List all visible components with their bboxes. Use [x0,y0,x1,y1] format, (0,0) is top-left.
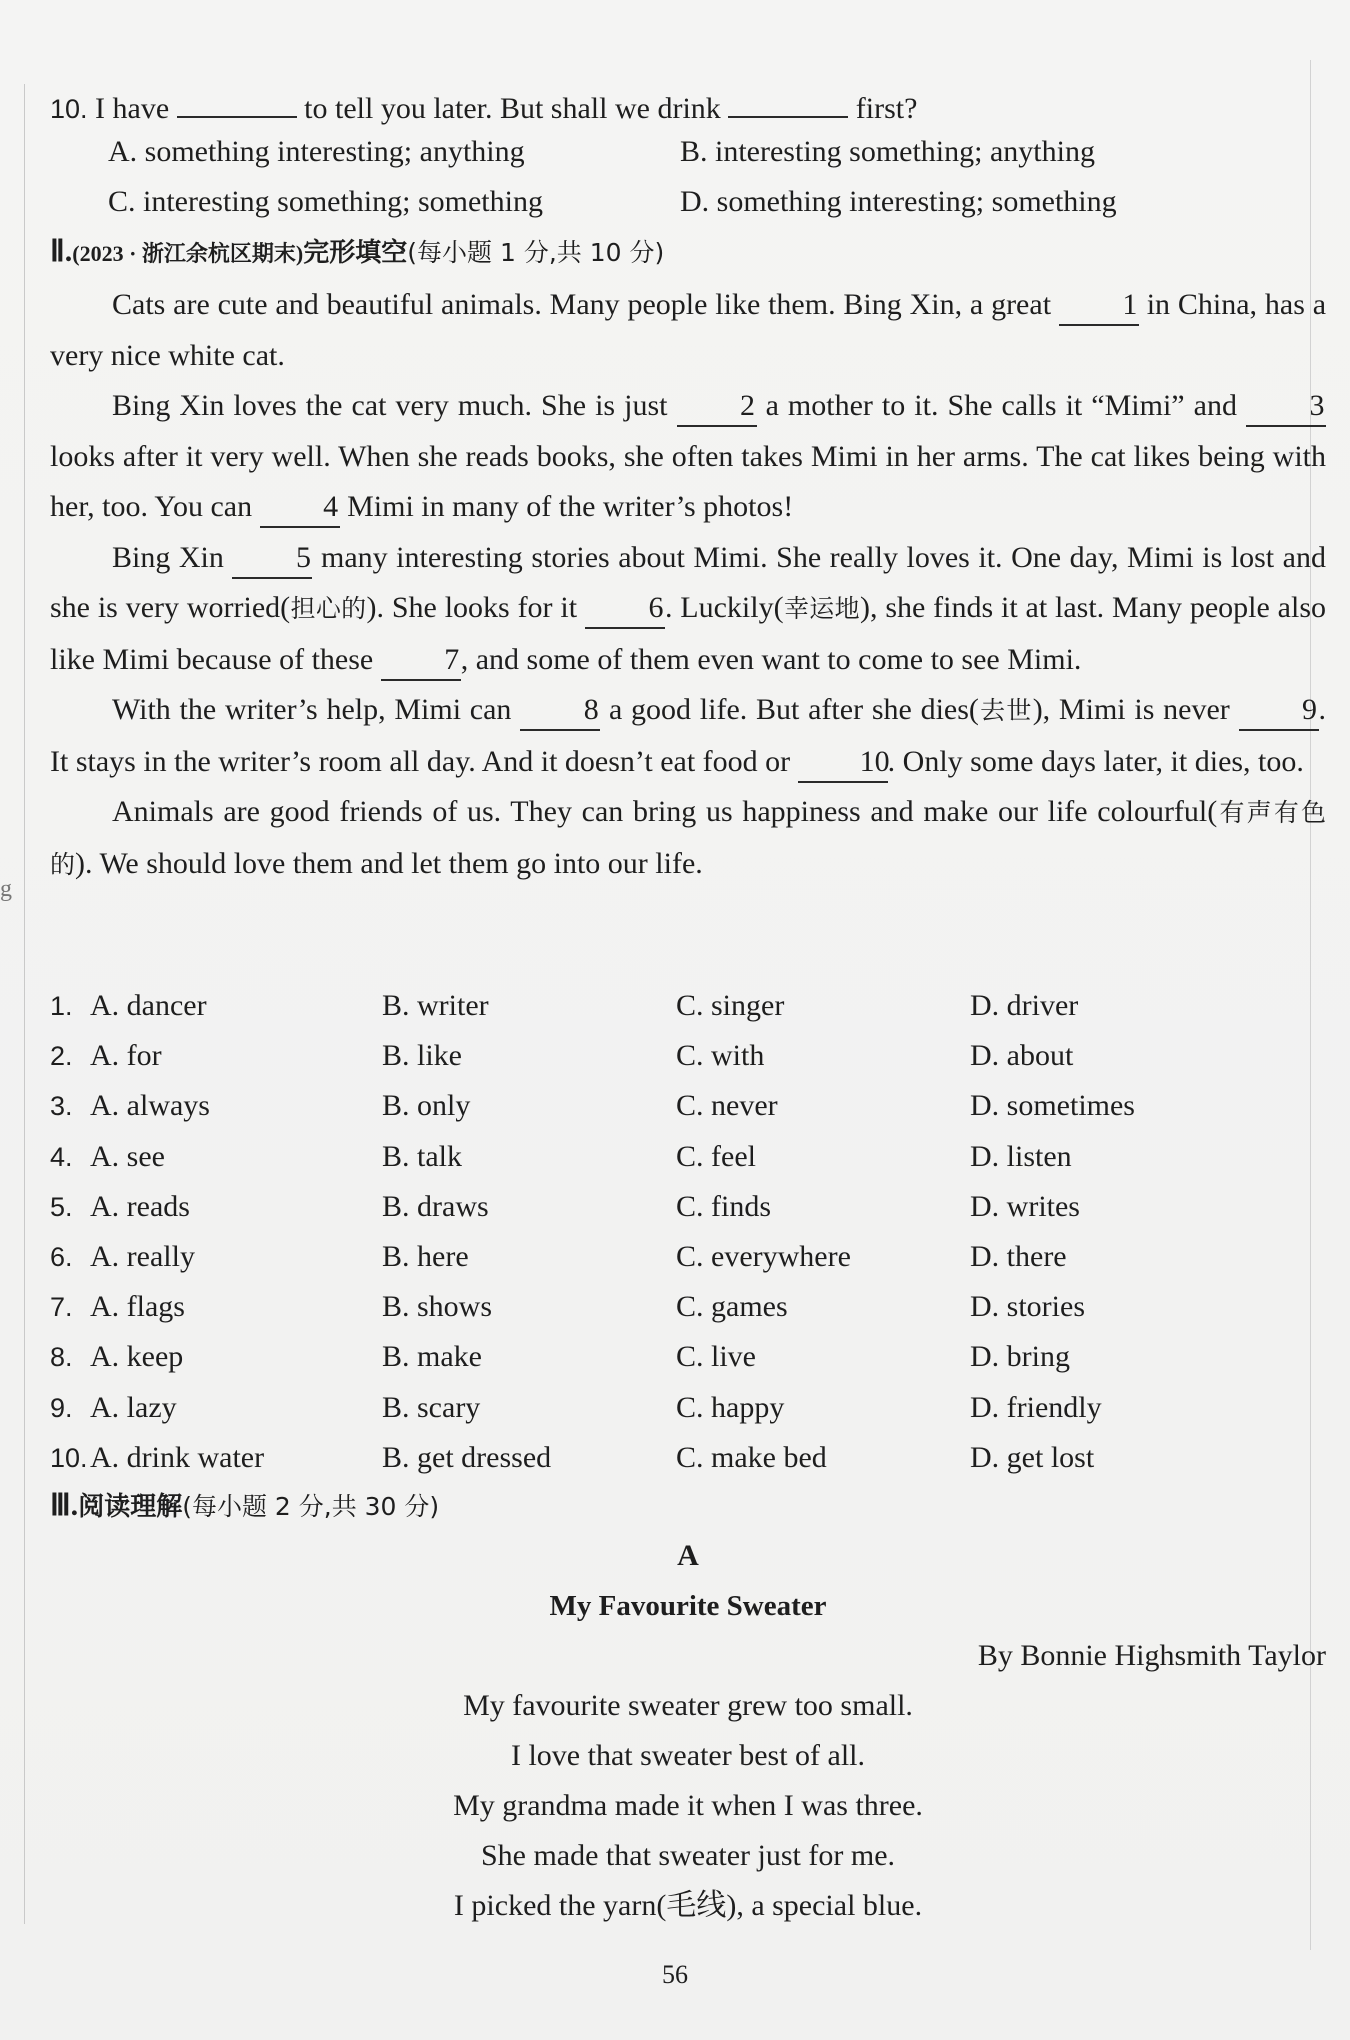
cloze-blank[interactable]: 1 [1059,288,1139,326]
answer-option-a[interactable]: A. drink water [90,1440,265,1474]
answer-option-b[interactable]: B. only [382,1089,471,1123]
answer-option-c[interactable]: C. feel [676,1139,756,1173]
answer-option-c[interactable]: C. with [676,1039,765,1073]
q10-option-d[interactable]: D. something interesting; something [680,185,1117,218]
question-number: 10. [50,1442,88,1473]
question-number: 9. [50,1392,73,1423]
question-number: 5. [50,1191,73,1222]
answer-option-c[interactable]: C. never [676,1089,778,1123]
answer-option-d[interactable]: D. driver [970,989,1079,1022]
cloze-blank[interactable]: 2 [677,389,757,427]
answer-option-b[interactable]: B. make [382,1340,482,1374]
poem-author: By Bonnie Highsmith Taylor [977,1639,1326,1672]
cloze-paragraph: Cats are cute and beautiful animals. Many people like them. Bing Xin, a great 1 in China, has a very nice white cat. [50,288,1327,372]
margin-mark: g [0,876,12,902]
answer-option-a[interactable]: A. keep [90,1340,184,1374]
answer-option-b[interactable]: B. draws [382,1189,489,1223]
answer-option-a[interactable]: A. flags [90,1290,185,1324]
answer-option-d[interactable]: D. bring [970,1340,1070,1374]
cloze-blank[interactable]: 10 [798,745,888,783]
question-number: 2. [50,1041,73,1072]
answer-option-d[interactable]: D. there [970,1240,1067,1273]
q10-option-a[interactable]: A. something interesting; anything [108,135,525,168]
answer-option-c[interactable]: C. games [676,1290,788,1324]
cloze-paragraph: Animals are good friends of us. They can bring us happiness and make our life colourful(有声有色的). We should love them and let them go into our life. [50,795,1326,880]
question-number: 4. [50,1141,73,1172]
answer-option-a[interactable]: A. really [90,1240,195,1273]
q10-option-c[interactable]: C. interesting something; something [108,185,543,218]
answer-option-b[interactable]: B. shows [382,1290,493,1324]
answer-option-b[interactable]: B. here [382,1240,469,1273]
answer-option-b[interactable]: B. like [382,1039,462,1073]
answer-option-b[interactable]: B. talk [382,1139,462,1173]
question-number: 8. [50,1342,73,1373]
answer-option-d[interactable]: D. stories [970,1290,1085,1324]
answer-option-b[interactable]: B. writer [382,989,489,1022]
answer-option-a[interactable]: A. dancer [90,989,207,1022]
answer-option-a[interactable]: A. reads [90,1189,190,1223]
answer-option-a[interactable]: A. for [90,1039,162,1073]
cloze-paragraph: Bing Xin loves the cat very much. She is just 2 a mother to it. She calls it “Mimi” and 3 looks after it very well. When she reads books, she often takes Mimi in her arms. The cat likes being with her, too. You can 4 Mimi in many of the writer’s photos! [50,381,1326,533]
answer-option-d[interactable]: D. writes [970,1189,1080,1223]
page-number: 56 [662,1960,688,1989]
question-number: 1. [50,991,73,1021]
answer-option-c[interactable]: C. everywhere [676,1240,851,1273]
answer-blank[interactable] [728,80,848,118]
answer-option-c[interactable]: C. finds [676,1189,772,1223]
cloze-blank[interactable]: 4 [260,490,340,528]
cloze-paragraph: Bing Xin 5 many interesting stories about Mimi. She really loves it. One day, Mimi is lost and she is very worried(担心的). She looks for it 6. Luckily(幸运地), she finds it at last. Many people also like Mimi because of these 7, and some of them even want to come to see Mimi. [50,533,1326,686]
answer-option-b[interactable]: B. scary [382,1390,481,1424]
answer-option-a[interactable]: A. always [90,1089,210,1123]
answer-option-d[interactable]: D. sometimes [970,1089,1135,1123]
left-margin-rule [24,84,25,1924]
cloze-blank[interactable]: 5 [232,541,312,579]
poem-line: I picked the yarn(毛线), a special blue. [453,1889,923,1922]
poem-line: She made that sweater just for me. [480,1839,896,1872]
section-2-heading: Ⅱ.(2023 · 浙江余杭区期末)完形填空(每小题 1 分,共 10 分) [50,235,665,268]
q10-stem: 10. I have to tell you later. But shall we drink first? [50,80,917,124]
answer-option-c[interactable]: C. happy [676,1390,785,1424]
cloze-blank[interactable]: 6 [585,591,665,629]
answer-option-a[interactable]: A. lazy [90,1390,177,1424]
answer-blank[interactable] [177,80,297,118]
cloze-blank[interactable]: 7 [381,643,461,681]
poem-title: My Favourite Sweater [549,1590,827,1622]
passage-label: A [677,1539,699,1572]
poem-line: I love that sweater best of all. [510,1739,866,1772]
answer-option-c[interactable]: C. live [676,1340,756,1374]
question-number: 6. [50,1242,73,1272]
cloze-paragraph: With the writer’s help, Mimi can 8 a good life. But after she dies(去世), Mimi is never 9. It stays in the writer’s room all day. And it doesn’t eat food or 10. Only some days later, it dies, too. [50,685,1326,787]
answer-option-c[interactable]: C. make bed [676,1440,827,1474]
poem-line: My grandma made it when I was three. [453,1789,923,1822]
question-number: 3. [50,1091,73,1122]
q10-option-b[interactable]: B. interesting something; anything [680,135,1095,168]
answer-option-b[interactable]: B. get dressed [382,1440,552,1474]
answer-option-d[interactable]: D. friendly [970,1390,1102,1424]
answer-option-c[interactable]: C. singer [676,989,785,1022]
answer-option-d[interactable]: D. get lost [970,1440,1095,1474]
question-number: 7. [50,1292,73,1323]
answer-option-d[interactable]: D. about [970,1039,1074,1073]
cloze-blank[interactable]: 9 [1239,693,1319,731]
poem-line: My favourite sweater grew too small. [463,1689,913,1722]
section-3-heading: Ⅲ.阅读理解(每小题 2 分,共 30 分) [50,1489,440,1522]
answer-option-a[interactable]: A. see [90,1139,165,1173]
cloze-blank[interactable]: 3 [1246,389,1326,427]
cloze-blank[interactable]: 8 [520,693,600,731]
answer-option-d[interactable]: D. listen [970,1139,1072,1173]
cloze-passage [50,280,1326,890]
